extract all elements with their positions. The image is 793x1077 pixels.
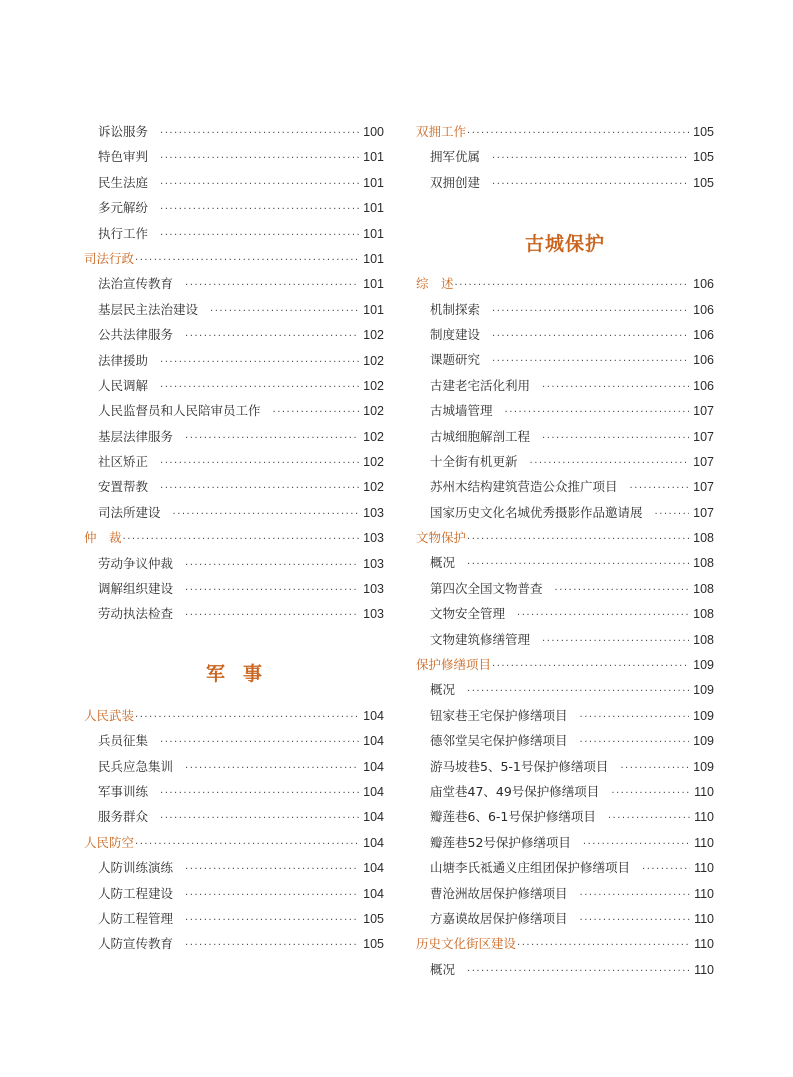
entry-title: 瓣莲巷52号保护修缮项目 — [430, 834, 571, 850]
entry-title: 古建老宅活化利用 — [430, 377, 531, 393]
entry-title: 执行工作 — [98, 225, 149, 241]
page-number: 107 — [693, 480, 714, 495]
page-number: 104 — [363, 759, 384, 774]
page-number: 100 — [363, 125, 384, 139]
toc-section-entry[interactable] — [416, 271, 714, 296]
toc-entry[interactable] — [416, 576, 714, 601]
page-number: 105 — [363, 911, 384, 926]
toc-entry[interactable] — [84, 728, 384, 753]
entry-title: 文物建筑修缮管理 — [430, 631, 531, 647]
dot-leader — [185, 908, 359, 933]
dot-leader — [185, 857, 359, 882]
toc-entry[interactable] — [416, 424, 714, 449]
page-number: 107 — [693, 505, 714, 520]
page-number: 107 — [693, 454, 714, 469]
page-number: 110 — [694, 784, 714, 799]
toc-section-entry[interactable] — [416, 931, 714, 956]
toc-entry[interactable] — [84, 601, 384, 626]
entry-title: 机制探索 — [430, 301, 481, 317]
page-number: 103 — [363, 607, 384, 622]
page-number: 106 — [693, 353, 714, 368]
page-number: 105 — [693, 175, 714, 190]
entry-title: 服务群众 — [98, 809, 149, 825]
entry-title: 瓣莲巷6、6-1号保护修缮项目 — [430, 809, 596, 825]
dot-leader — [580, 705, 690, 730]
entry-title: 社区矫正 — [98, 454, 149, 470]
page-number: 108 — [693, 531, 714, 546]
toc-entry[interactable] — [416, 398, 714, 423]
dot-leader — [160, 223, 359, 248]
toc-section-entry[interactable] — [84, 830, 384, 855]
dot-leader — [517, 603, 689, 628]
page-number: 108 — [693, 581, 714, 596]
page-number: 102 — [363, 404, 384, 419]
page-number: 104 — [363, 734, 384, 749]
toc-entry[interactable] — [416, 550, 714, 575]
page-number: 109 — [693, 759, 714, 774]
entry-title: 十全街有机更新 — [430, 453, 518, 469]
entry-title: 庙堂巷47、49号保护修缮项目 — [430, 783, 600, 799]
page-number: 109 — [693, 734, 714, 749]
toc-entry[interactable] — [84, 906, 384, 931]
page-number: 106 — [693, 302, 714, 317]
dot-leader — [517, 933, 690, 958]
page-number: 105 — [363, 937, 384, 952]
entry-title: 双拥工作 — [416, 124, 467, 139]
entry-title: 公共法律服务 — [98, 327, 174, 343]
toc-section-entry[interactable] — [84, 703, 384, 728]
dot-leader — [611, 781, 690, 806]
toc-entry[interactable] — [84, 373, 384, 398]
entry-title: 人民武装 — [84, 707, 135, 723]
page-number: 110 — [694, 835, 714, 850]
dot-leader — [492, 172, 689, 197]
dot-leader — [608, 806, 690, 831]
entry-title: 基层民主法治建设 — [98, 301, 199, 317]
toc-entry[interactable] — [84, 170, 384, 195]
entry-title: 兵员征集 — [98, 733, 149, 749]
entry-title: 诉讼服务 — [98, 124, 149, 139]
entry-title: 国家历史文化名城优秀摄影作品邀请展 — [430, 504, 643, 520]
dot-leader — [160, 121, 359, 146]
entry-title: 人民监督员和人民陪审员工作 — [98, 403, 261, 419]
entry-title: 概况 — [430, 682, 456, 698]
entry-title: 历史文化街区建设 — [416, 936, 517, 952]
dot-leader — [173, 502, 360, 527]
toc-entry[interactable] — [84, 881, 384, 906]
entry-title: 仲 裁 — [84, 530, 122, 546]
page-number: 105 — [693, 150, 714, 165]
dot-leader — [185, 933, 359, 958]
toc-entry[interactable] — [416, 728, 714, 753]
entry-title: 特色审判 — [98, 149, 149, 165]
dot-leader — [505, 400, 690, 425]
entry-title: 古城细胞解剖工程 — [430, 428, 531, 444]
entry-title: 文物安全管理 — [430, 606, 506, 622]
toc-entry[interactable] — [416, 703, 714, 728]
page-number: 110 — [694, 861, 714, 876]
page-number: 101 — [363, 201, 384, 216]
toc-entry[interactable] — [84, 297, 384, 322]
dot-leader — [620, 756, 689, 781]
dot-leader — [123, 527, 360, 552]
toc-entry[interactable] — [84, 322, 384, 347]
toc-entry[interactable] — [416, 754, 714, 779]
page-number: 108 — [693, 607, 714, 622]
entry-title: 综 述 — [416, 276, 454, 292]
entry-title: 法律援助 — [98, 352, 149, 368]
page-number: 102 — [363, 455, 384, 470]
entry-title: 人防宣传教育 — [98, 936, 174, 952]
dot-leader — [630, 476, 690, 501]
dot-leader — [583, 832, 690, 857]
page-number: 104 — [363, 861, 384, 876]
page-number: 101 — [363, 277, 384, 292]
entry-title: 调解组织建设 — [98, 581, 174, 597]
page-number: 101 — [363, 150, 384, 165]
entry-title: 人民调解 — [98, 377, 149, 393]
toc-entry[interactable] — [84, 271, 384, 296]
entry-title: 制度建设 — [430, 326, 481, 342]
dot-leader — [160, 730, 359, 755]
dot-leader — [185, 553, 359, 578]
page-number: 108 — [693, 632, 714, 647]
toc-section-entry[interactable] — [416, 525, 714, 550]
toc-entry[interactable] — [416, 601, 714, 626]
toc-entry[interactable] — [84, 754, 384, 779]
dot-leader — [210, 299, 359, 324]
entry-title: 山塘李氏祗遹义庄组团保护修缮项目 — [430, 860, 631, 876]
page-number: 106 — [693, 378, 714, 393]
toc-entry[interactable] — [84, 144, 384, 169]
dot-leader — [542, 629, 689, 654]
entry-title: 第四次全国文物普查 — [430, 580, 543, 596]
dot-leader — [555, 578, 690, 603]
entry-title: 劳动争议仲裁 — [98, 555, 174, 571]
toc-entry[interactable] — [416, 144, 714, 169]
toc-entry[interactable] — [84, 500, 384, 525]
entry-title: 劳动执法检查 — [98, 606, 174, 622]
dot-leader — [542, 426, 689, 451]
entry-title: 游马坡巷5、5-1号保护修缮项目 — [430, 758, 609, 774]
page-number: 110 — [694, 962, 714, 977]
entry-title: 基层法律服务 — [98, 428, 174, 444]
toc-entry[interactable] — [84, 804, 384, 829]
dot-leader — [273, 400, 360, 425]
dot-leader — [185, 426, 359, 451]
toc-entry[interactable] — [84, 348, 384, 373]
section-heading: 军事 — [205, 662, 280, 685]
dot-leader — [580, 883, 691, 908]
entry-title: 双拥创建 — [430, 174, 481, 190]
dot-leader — [530, 451, 690, 476]
dot-leader — [492, 299, 689, 324]
toc-entry[interactable] — [84, 195, 384, 220]
toc-entry[interactable] — [84, 474, 384, 499]
toc-entry[interactable] — [416, 322, 714, 347]
toc-entry[interactable] — [84, 855, 384, 880]
entry-title: 钮家巷王宅保护修缮项目 — [430, 707, 568, 723]
dot-leader — [580, 730, 690, 755]
toc-section-entry[interactable] — [84, 525, 384, 550]
toc-entry[interactable] — [416, 855, 714, 880]
toc-entry[interactable] — [84, 931, 384, 956]
entry-title: 人防工程管理 — [98, 910, 174, 926]
dot-leader — [467, 552, 689, 577]
page-number: 104 — [363, 835, 384, 850]
entry-title: 司法所建设 — [98, 504, 161, 520]
section-heading: 古城保护 — [524, 233, 605, 256]
entry-title: 保护修缮项目 — [416, 657, 492, 673]
dot-leader — [492, 654, 689, 679]
entry-title: 古城墙管理 — [430, 403, 493, 419]
toc-entry[interactable] — [416, 170, 714, 195]
page-number: 104 — [363, 784, 384, 799]
dot-leader — [160, 451, 359, 476]
toc-entry[interactable] — [84, 576, 384, 601]
toc-column-left — [84, 119, 384, 957]
page-number: 105 — [693, 125, 714, 139]
entry-title: 苏州木结构建筑营造公众推广项目 — [430, 479, 618, 495]
toc-entry[interactable] — [84, 551, 384, 576]
entry-title: 人民防空 — [84, 834, 135, 850]
toc-section-entry[interactable] — [416, 119, 714, 144]
page-number: 110 — [694, 911, 714, 926]
dot-leader — [185, 756, 359, 781]
toc-entry[interactable] — [416, 474, 714, 499]
toc-column-right — [416, 119, 714, 982]
page-number: 104 — [363, 886, 384, 901]
toc-entry[interactable] — [416, 297, 714, 322]
entry-title: 方嘉谟故居保护修缮项目 — [430, 910, 568, 926]
page-number: 103 — [363, 505, 384, 520]
page-number: 103 — [363, 556, 384, 571]
dot-leader — [160, 350, 359, 375]
page-number: 107 — [693, 404, 714, 419]
toc-entry[interactable] — [84, 424, 384, 449]
entry-title: 概况 — [430, 961, 456, 977]
page-number: 108 — [693, 556, 714, 571]
page-number: 104 — [363, 708, 384, 723]
page-number: 109 — [693, 683, 714, 698]
page-number: 109 — [693, 658, 714, 673]
toc-entry[interactable] — [84, 119, 384, 144]
toc-section-entry[interactable] — [416, 652, 714, 677]
toc-entry[interactable] — [416, 677, 714, 702]
toc-entry[interactable] — [416, 627, 714, 652]
page-number: 101 — [363, 175, 384, 190]
page-number: 102 — [363, 328, 384, 343]
entry-title: 法治宣传教育 — [98, 276, 174, 292]
toc-entry[interactable] — [416, 906, 714, 931]
dot-leader — [467, 959, 690, 984]
page-number: 106 — [693, 277, 714, 292]
entry-title: 文物保护 — [416, 530, 467, 546]
toc-entry[interactable] — [84, 398, 384, 423]
dot-leader — [492, 146, 689, 171]
page-number: 106 — [693, 327, 714, 342]
page-number: 102 — [363, 429, 384, 444]
toc-entry[interactable] — [84, 779, 384, 804]
page-number: 101 — [363, 226, 384, 241]
page-number: 102 — [363, 480, 384, 495]
dot-leader — [467, 121, 689, 146]
toc-entry[interactable] — [84, 221, 384, 246]
dot-leader — [542, 375, 689, 400]
dot-leader — [492, 349, 689, 374]
toc-entry[interactable] — [416, 500, 714, 525]
entry-title: 多元解纷 — [98, 200, 149, 216]
dot-leader — [160, 197, 359, 222]
page-number: 103 — [363, 582, 384, 597]
dot-leader — [185, 324, 359, 349]
toc-entry[interactable] — [416, 347, 714, 372]
dot-leader — [492, 324, 689, 349]
dot-leader — [160, 172, 359, 197]
dot-leader — [160, 806, 359, 831]
page-number: 110 — [694, 810, 714, 825]
page-number: 101 — [363, 302, 384, 317]
page-number: 109 — [693, 708, 714, 723]
toc-entry[interactable] — [416, 957, 714, 982]
dot-leader — [135, 248, 359, 273]
dot-leader — [160, 476, 359, 501]
dot-leader — [185, 273, 359, 298]
dot-leader — [160, 781, 359, 806]
entry-title: 军事训练 — [98, 783, 149, 799]
page-number: 101 — [363, 251, 384, 266]
dot-leader — [467, 527, 689, 552]
entry-title: 司法行政 — [84, 250, 135, 266]
dot-leader — [135, 832, 359, 857]
dot-leader — [467, 679, 689, 704]
entry-title: 拥军优属 — [430, 149, 481, 165]
toc-entry[interactable] — [416, 881, 714, 906]
entry-title: 人防工程建设 — [98, 885, 174, 901]
page-number: 110 — [694, 886, 714, 901]
dot-leader — [160, 146, 359, 171]
dot-leader — [185, 578, 359, 603]
entry-title: 概况 — [430, 555, 456, 571]
dot-leader — [455, 273, 690, 298]
entry-title: 曹沧洲故居保护修缮项目 — [430, 885, 568, 901]
page-number: 102 — [363, 378, 384, 393]
toc-entry[interactable] — [416, 804, 714, 829]
entry-title: 安置帮教 — [98, 479, 149, 495]
toc-entry[interactable] — [416, 830, 714, 855]
entry-title: 人防训练演练 — [98, 860, 174, 876]
page-number: 110 — [694, 937, 714, 952]
dot-leader — [580, 908, 691, 933]
page-number: 102 — [363, 353, 384, 368]
toc-entry[interactable] — [84, 449, 384, 474]
toc-entry[interactable] — [416, 373, 714, 398]
dot-leader — [160, 375, 359, 400]
toc-entry[interactable] — [416, 779, 714, 804]
entry-title: 民生法庭 — [98, 174, 149, 190]
entry-title: 课题研究 — [430, 352, 481, 368]
dot-leader — [185, 883, 359, 908]
page-number: 103 — [363, 531, 384, 546]
dot-leader — [135, 705, 359, 730]
dot-leader — [655, 502, 690, 527]
dot-leader — [185, 603, 359, 628]
entry-title: 民兵应急集训 — [98, 758, 174, 774]
entry-title: 德邻堂吴宅保护修缮项目 — [430, 733, 568, 749]
toc-entry[interactable] — [416, 449, 714, 474]
page-number: 104 — [363, 810, 384, 825]
dot-leader — [642, 857, 690, 882]
page-number: 107 — [693, 429, 714, 444]
toc-section-entry[interactable] — [84, 246, 384, 271]
